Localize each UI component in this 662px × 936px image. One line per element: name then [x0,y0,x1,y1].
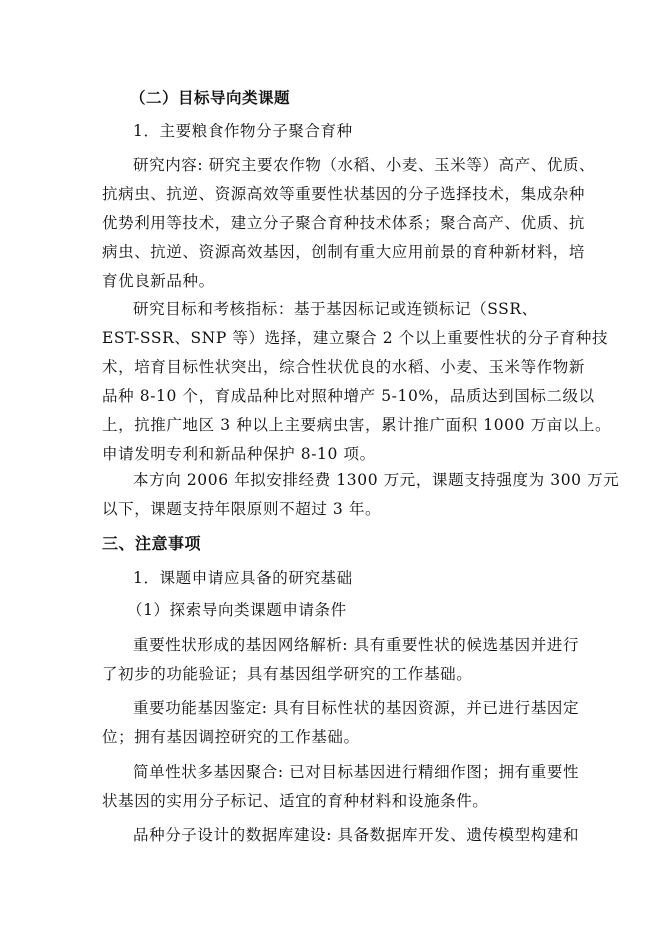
paragraph-line: 优势利用等技术，建立分子聚合育种技术体系；聚合高产、优质、抗 [102,214,586,232]
paragraph-line: 育优良新品种。 [102,272,215,290]
paragraph-line: 申请发明专利和新品种保护 8-10 项。 [102,445,376,463]
sub-item-title: （1）探索导向类课题申请条件 [127,601,347,619]
paragraph-line: 位；拥有基因调控研究的工作基础。 [102,728,360,746]
paragraph-line: 简单性状多基因聚合: 已对目标基因进行精细作图；拥有重要性 [133,763,580,781]
paragraph-line: 品种 8-10 个，育成品种比对照种增产 5-10%，品质达到国标二级以 [102,387,595,405]
item-title: 1．主要粮食作物分子聚合育种 [133,122,353,140]
paragraph-line: 了初步的功能验证；具有基因组学研究的工作基础。 [102,665,473,683]
paragraph-line: 状基因的实用分子标记、适宜的育种材料和设施条件。 [102,792,489,810]
item-title: 1．课题申请应具备的研究基础 [133,569,353,587]
paragraph-line: 病虫、抗逆、资源高效基因，创制有重大应用前景的育种新材料，培 [102,243,586,261]
paragraph-line: 品种分子设计的数据库建设: 具备数据库开发、遗传模型构建和 [133,826,580,844]
paragraph-line: 抗病虫、抗逆、资源高效等重要性状基因的分子选择技术，集成杂种 [102,185,586,203]
section-heading: 三、注意事项 [102,534,202,553]
paragraph-line: 本方向 2006 年拟安排经费 1300 万元，课题支持强度为 300 万元 [133,471,620,489]
paragraph-line: 术，培育目标性状突出，综合性状优良的水稻、小麦、玉米等作物新 [102,358,586,376]
paragraph-line: 以下，课题支持年限原则不超过 3 年。 [102,500,382,518]
paragraph-line: 研究内容: 研究主要农作物（水稻、小麦、玉米等）高产、优质、 [133,156,596,174]
subsection-heading: （二）目标导向类课题 [130,89,291,107]
paragraph-line: EST-SSR、SNP 等）选择，建立聚合 2 个以上重要性状的分子育种技 [102,329,609,347]
paragraph-line: 研究目标和考核指标：基于基因标记或连锁标记（SSR、 [133,300,538,318]
paragraph-line: 重要功能基因鉴定: 具有目标性状的基因资源，并已进行基因定 [133,699,580,717]
paragraph-line: 上，抗推广地区 3 种以上主要病虫害，累计推广面积 1000 万亩以上。 [102,416,612,434]
paragraph-line: 重要性状形成的基因网络解析: 具有重要性状的候选基因并进行 [133,636,580,654]
